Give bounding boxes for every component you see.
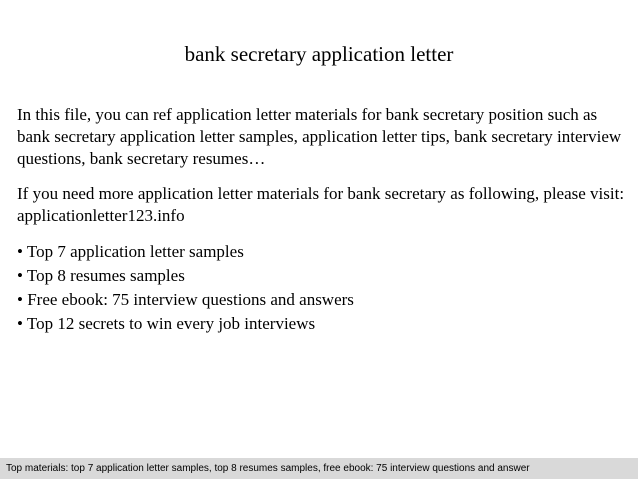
list-item: • Top 7 application letter samples: [17, 242, 244, 261]
intro-paragraph: In this file, you can ref application letter materials for bank secretary position such as bank secretary application letter samples, application letter tips, bank secretary interview questions, bank secretary resumes…: [17, 105, 622, 168]
more-materials-paragraph: If you need more application letter materials for bank secretary as following, please visit: applicationletter123.info: [17, 184, 625, 225]
footer-bar: Top materials: top 7 application letter samples, top 8 resumes samples, free ebook: 75 interview questions and answer: [0, 458, 638, 479]
materials-list: [17, 240, 354, 336]
list-item: • Top 8 resumes samples: [17, 266, 185, 285]
list-item: • Free ebook: 75 interview questions and answers: [17, 290, 354, 309]
list-item: • Top 12 secrets to win every job interviews: [17, 314, 316, 333]
page-title: bank secretary application letter: [184, 42, 454, 66]
